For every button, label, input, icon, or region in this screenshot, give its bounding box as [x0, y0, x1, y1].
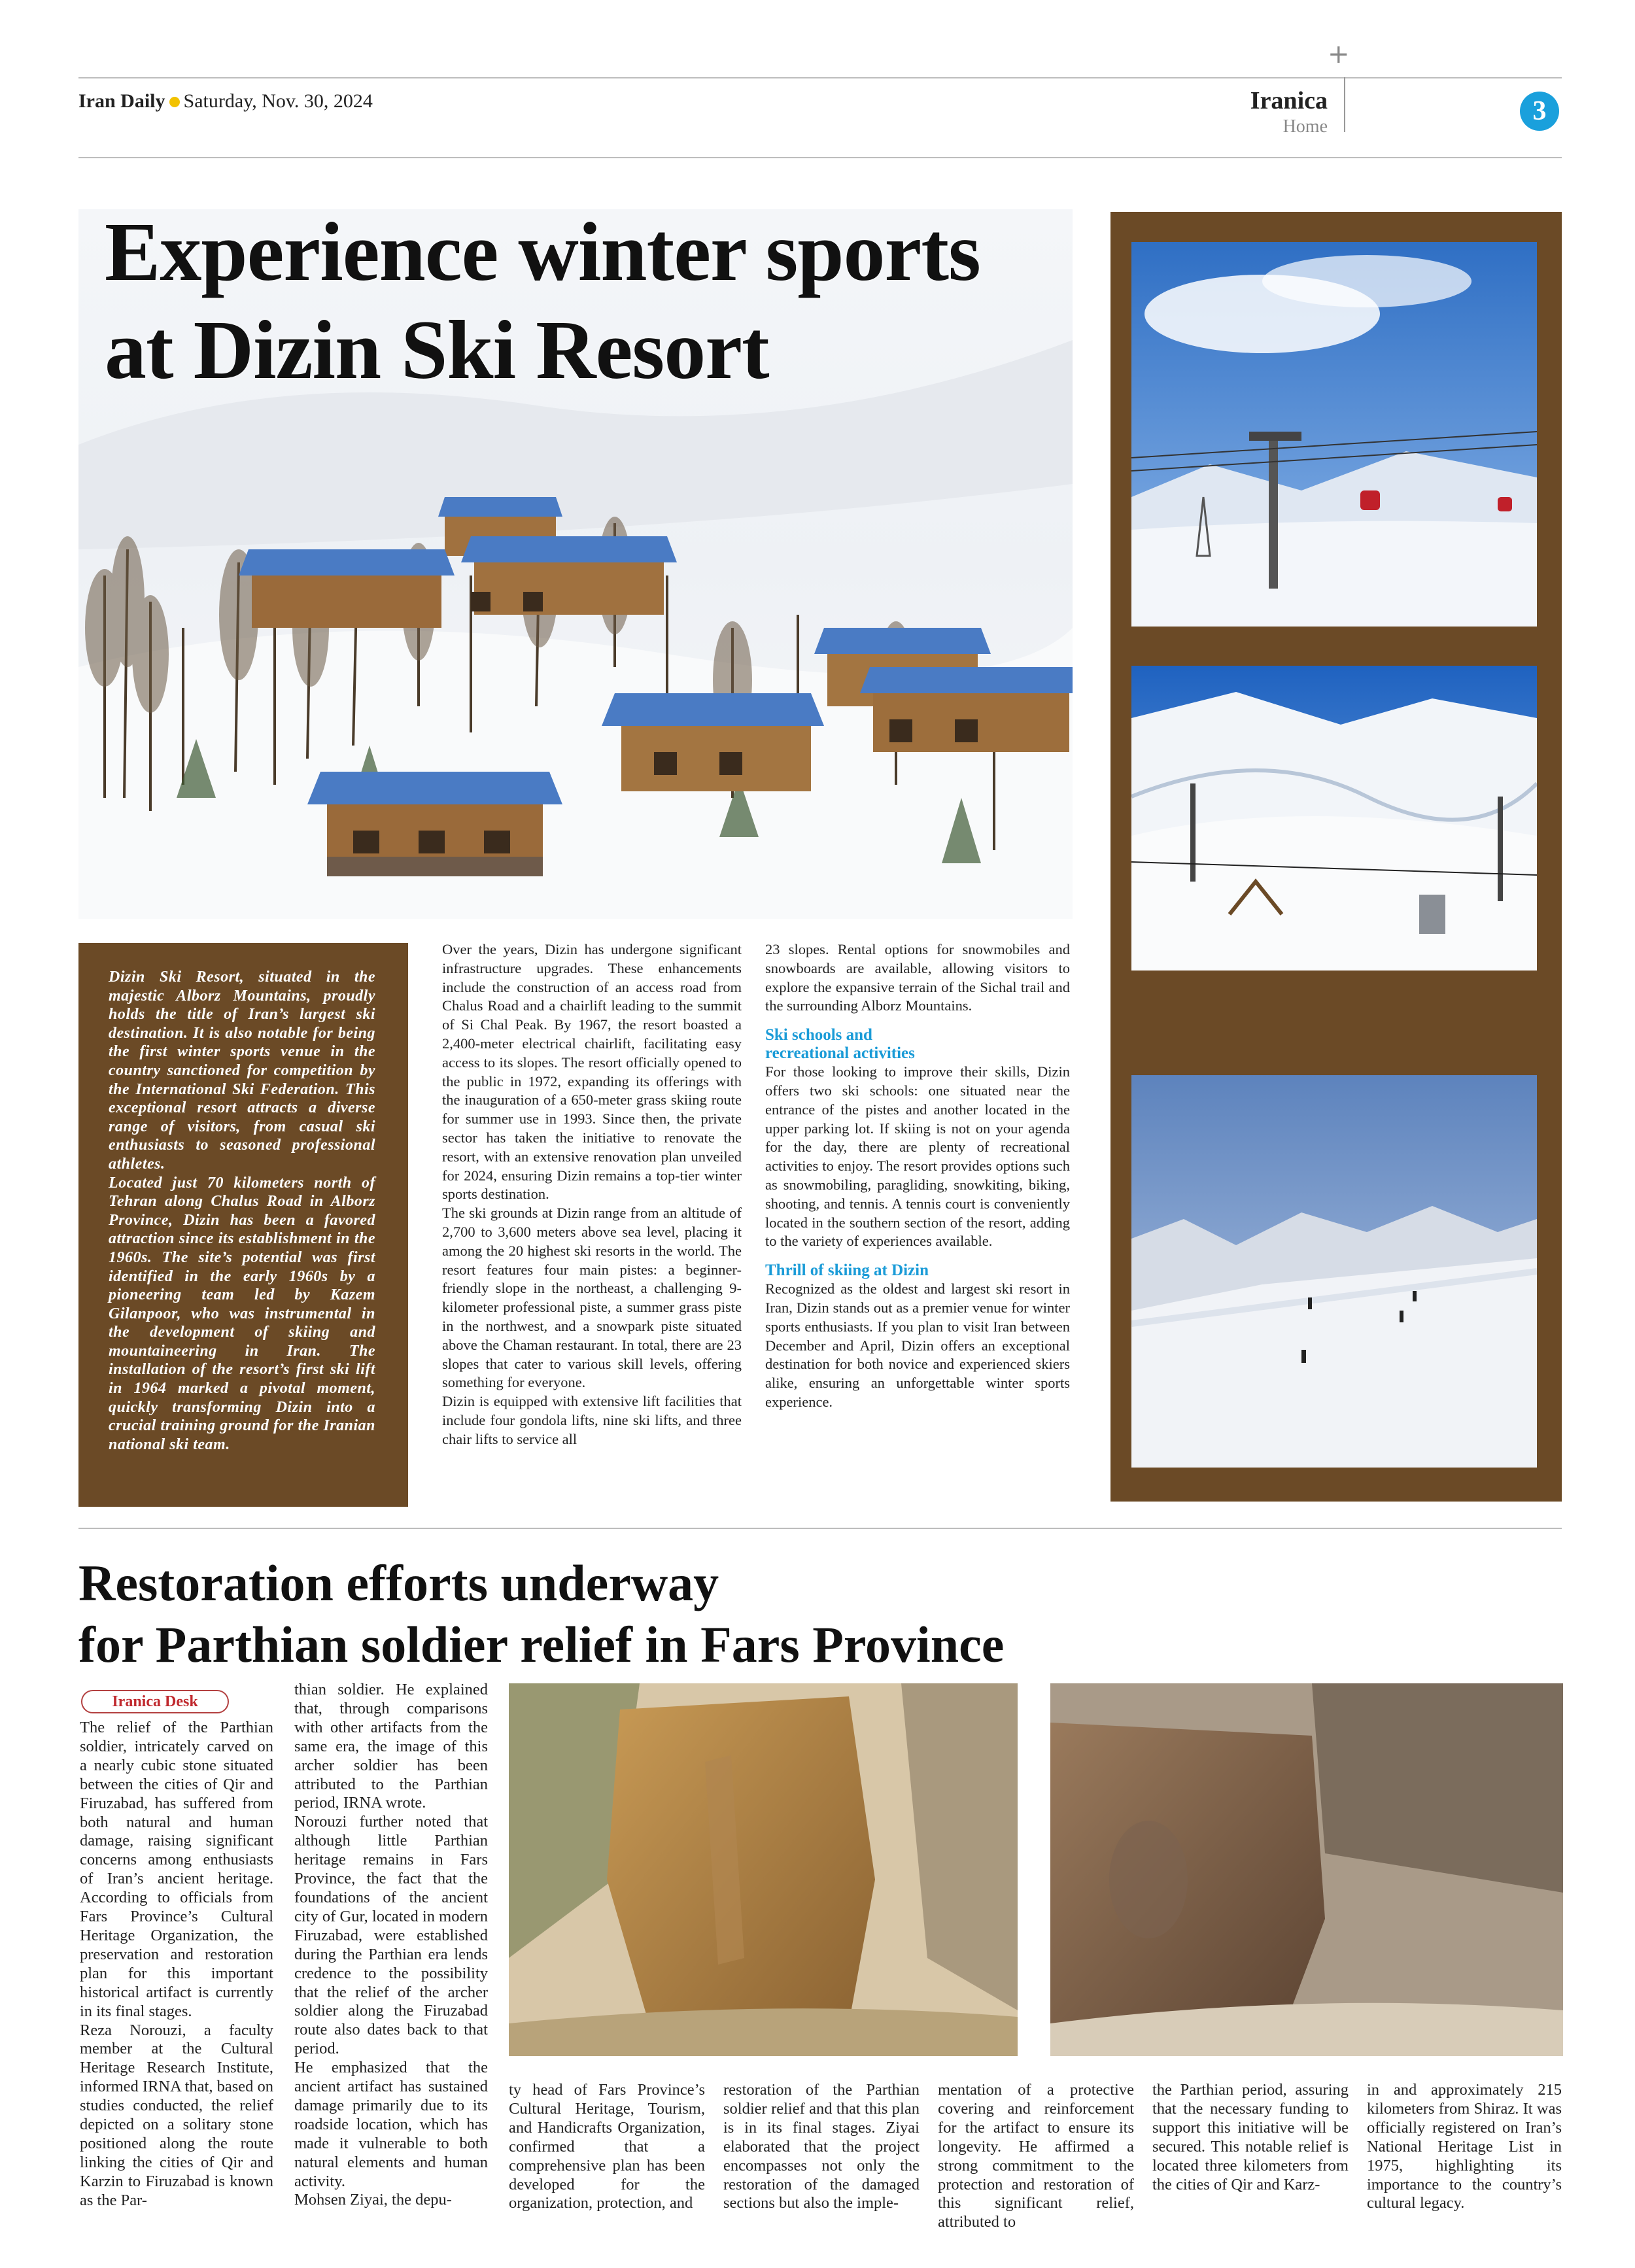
subhead1-line2: recreational activities [765, 1044, 915, 1063]
story2-column-6: the Parthian period, assuring that the necessary funding to support this initiative will be secured. This notable relief is located three kilometers from the cities of Qir and Karz- [1152, 2081, 1349, 2193]
story2-headline [78, 1553, 1321, 1675]
story2-column-7: in and approximately 215 kilometers from Shiraz. It was officially registered on Iran’s National Heritage List in 1975, highlighting its importance to the country’s cultural legacy. [1367, 2081, 1562, 2212]
masthead [78, 90, 373, 112]
story1-col2-p1: Over the years, Dizin has undergone significant infrastructure upgrades. These enhancements include the construction of an access road from Chalus Road and a chairlift leading to the summit of Si Chal Peak. By 1967, the resort boasted a 2,400-meter electrical chairlift, facilitating easy access to its slopes. The resort officially opened to the public in 1972, expanding its offerings with the inauguration of a 650-meter grass skiing route for summer use in 1993. Since then, the private sector has taken the initiative to renovate the resort, with an extensive renovation plan unveiled for 2024, ensuring Dizin remains a top-tier winter sports destination. [442, 941, 742, 1203]
page-number-badge: 3 [1520, 92, 1559, 131]
story2-column-2 [294, 1681, 488, 2210]
yellow-dot-icon [169, 97, 180, 107]
story1-intro-p2: Located just 70 kilometers north of Tehran along Chalus Road in Alborz Province, Dizin has been a favored attraction since its establishment in the 1960s. The site’s potential was first identified in the early 1960s by a pioneering team led by Kazem Gilanpoor, who was instrumental in the development of skiing and mountaineering in Iran. The installation of the resort’s first ski lift in 1964 marked a pivotal moment, quickly transforming Dizin into a crucial training ground for the Iranian national ski team. [109, 1174, 375, 1453]
story1-subhead-thrill: Thrill of skiing at Dizin [765, 1262, 929, 1280]
story1-headline [105, 203, 1086, 399]
subhead1-line1: Ski schools and [765, 1026, 872, 1044]
story2-headline-line1: Restoration efforts underway [78, 1555, 719, 1611]
story2-headline-line2: for Parthian soldier relief in Fars Province [78, 1616, 1005, 1673]
story1-column-2 [442, 940, 742, 1449]
story2-col2-p1: thian soldier. He explained that, through comparisons with other artifacts from the same era, the image of this archer soldier has been attributed to the Parthian period, IRNA wrote. [294, 1681, 488, 1812]
issue-date: Saturday, Nov. 30, 2024 [183, 90, 373, 112]
section-name: Iranica [1250, 87, 1328, 114]
crosshair-plus-icon: + [1328, 39, 1350, 69]
story1-subhead-ski-schools [765, 1026, 1070, 1063]
story1-col3-p3: Recognized as the oldest and largest ski resort in Iran, Dizin stands out as a premier venue for winter sports enthusiasts. If you plan to visit Iran between December and April, Dizin offers an exceptional destination for both novice and experienced skiers alike, ensuring an unforgettable winter sports experience. [765, 1280, 1070, 1410]
story1-col3-p1: 23 slopes. Rental options for snowmobiles and snowboards are available, allowing visitors to explore the expansive terrain of the Sichal trail and the surrounding Alborz Mountains. [765, 941, 1070, 1014]
photo-relief-rock-2 [1050, 1683, 1563, 2056]
header-top-rule [78, 77, 1562, 78]
photo-relief-rock-1 [509, 1683, 1018, 2056]
story2-col1-p2: Reza Norouzi, a faculty member at the Cultural Heritage Research Institute, informed IRNA that, based on studies conducted, the relief depicted on a solitary stone positioned along the route linking the cities of Qir and Karzin to Firuzabad is known as the Par- [80, 2021, 273, 2209]
photo-slopes-lifts [1131, 666, 1537, 971]
photo-chairlift [1131, 242, 1537, 627]
photo-panel [1110, 212, 1562, 1502]
story1-intro [109, 968, 375, 1454]
story1-column-3 [765, 940, 1070, 1412]
byline-badge: Iranica Desk [81, 1690, 229, 1713]
publication-name: Iran Daily [78, 90, 165, 112]
story1-headline-line2: at Dizin Ski Resort [105, 303, 769, 396]
story2-column-1 [80, 1719, 273, 2210]
story1-headline-line1: Experience winter sports [105, 205, 980, 298]
story2-column-5: mentation of a protective covering and reinforcement for the artifact to ensure its longevity. He affirmed a strong commitment to the protection and restoration of this significant relief, attributed to [938, 2081, 1134, 2231]
header-bottom-rule [78, 157, 1562, 158]
story2-col2-p4: Mohsen Ziyai, the depu- [294, 2191, 452, 2209]
story2-col2-p2: Norouzi further noted that although little Parthian heritage remains in Fars Province, the fact that the foundations of the ancient city of Gur, located in modern Firuzabad, were established during the Parthian era lends credence to the possibility that the relief of the archer soldier along the Firuzabad route also dates back to that period. [294, 1813, 488, 2058]
story2-column-4: restoration of the Parthian soldier relief and that this plan is in its final stages. Ziyai elaborated that the project encompasses not only the restoration of the damaged sections but also the imple- [723, 2081, 920, 2212]
subsection-name: Home [1282, 116, 1328, 137]
story1-col2-p2: The ski grounds at Dizin range from an altitude of 2,700 to 3,600 meters above sea level, placing it among the 20 highest ski resorts in the world. The resort features four main pistes: a beginner-friendly slope in the northeast, a challenging 9-kilometer professional piste, a summer grass piste in the northwest, and a snowpark piste situated above the Chaman restaurant. In total, there are 23 slopes that cater to various skill levels, offering something for everyone. [442, 1205, 742, 1391]
photo-skiers-slope [1131, 1075, 1537, 1468]
story1-intro-p1: Dizin Ski Resort, situated in the majestic Alborz Mountains, proudly holds the title of Iran’s largest ski destination. It is also notable for being the first winter sports venue in the country sanctioned for competition by the International Ski Federation. This exceptional resort attracts a diverse range of visitors, from casual ski enthusiasts to seasoned professional athletes. [109, 969, 375, 1173]
story1-col2-p3: Dizin is equipped with extensive lift facilities that include four gondola lifts, nine ski lifts, and three chair lifts to service all [442, 1393, 742, 1447]
story2-col1-p1: The relief of the Parthian soldier, intricately carved on a nearly cubic stone situated between the cities of Qir and Firuzabad, has suffered from both natural and human damage, raising significant concerns among enthusiasts of Iran’s ancient heritage. According to officials from Fars Province’s Cultural Heritage Organization, the preservation and restoration plan for this important historical artifact is currently in its final stages. [80, 1719, 273, 2020]
story2-column-3: ty head of Fars Province’s Cultural Heritage, Tourism, and Handicrafts Organization, confirmed that a comprehensive plan has been developed for the organization, protection, and [509, 2081, 705, 2212]
header-divider [1344, 77, 1345, 132]
story1-col3-p2: For those looking to improve their skills, Dizin offers two ski schools: one situated near the entrance of the pistes and another located in the upper parking lot. If skiing is not on your agenda for the day, there are plenty of recreational activities to enjoy. The resort provides options such as snowmobiling, paragliding, snowkiting, biking, shooting, and tennis. A tennis court is conveniently located in the southern section of the resort, adding to the variety of experiences available. [765, 1063, 1070, 1250]
story-divider-rule [78, 1528, 1562, 1529]
story2-col2-p3: He emphasized that the ancient artifact has sustained damage primarily due to its roadside location, which has made it vulnerable to both natural elements and human activity. [294, 2059, 488, 2190]
